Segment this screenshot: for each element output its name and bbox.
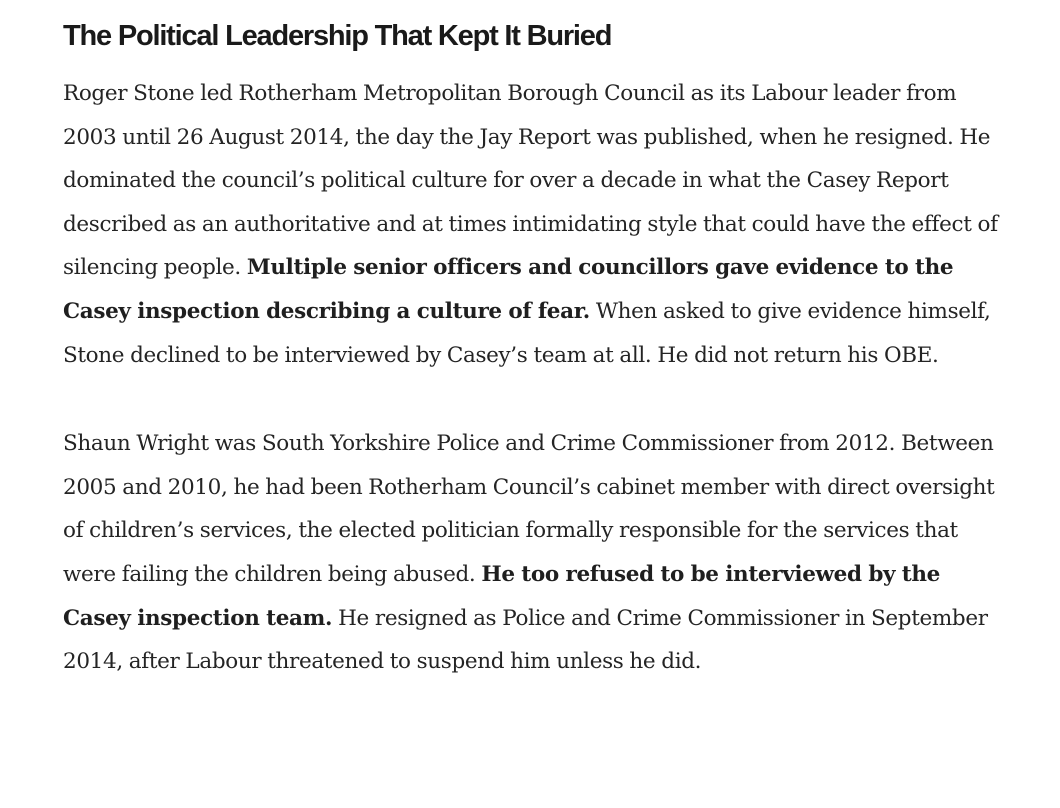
paragraph-text: Roger Stone led Rotherham Metropolitan Borough Council as its Labour leader from 2003 until 26 August 2014, the day the Jay Report was published, when he resigned. He dominated the council’s political culture for over a decade in what the Casey Report described as an authoritative and at times intimidating style that could have the effect of silencing people. <box>63 81 998 281</box>
paragraph-roger-stone <box>63 72 1003 377</box>
section-heading: The Political Leadership That Kept It Buried <box>63 20 612 52</box>
paragraph-text: When asked to give evidence himself, Stone declined to be interviewed by Casey’s team at all. He did not return his OBE. <box>63 298 991 368</box>
bold-emphasis: He too refused to be interviewed by the Casey inspection team. <box>63 561 940 631</box>
paragraph-shaun-wright <box>63 422 1003 684</box>
article-section <box>63 14 1003 684</box>
paragraph-text: He resigned as Police and Crime Commissioner in September 2014, after Labour threatened to suspend him unless he did. <box>63 605 988 675</box>
bold-emphasis: Multiple senior officers and councillors gave evidence to the Casey inspection describing a culture of fear. <box>63 255 954 324</box>
paragraph-text: Shaun Wright was South Yorkshire Police and Crime Commissioner from 2012. Between 2005 and 2010, he had been Rotherham Council’s cabinet member with direct oversight of children’s services, the elected politician formally responsible for the services that were failing the children being abused. <box>63 431 995 587</box>
